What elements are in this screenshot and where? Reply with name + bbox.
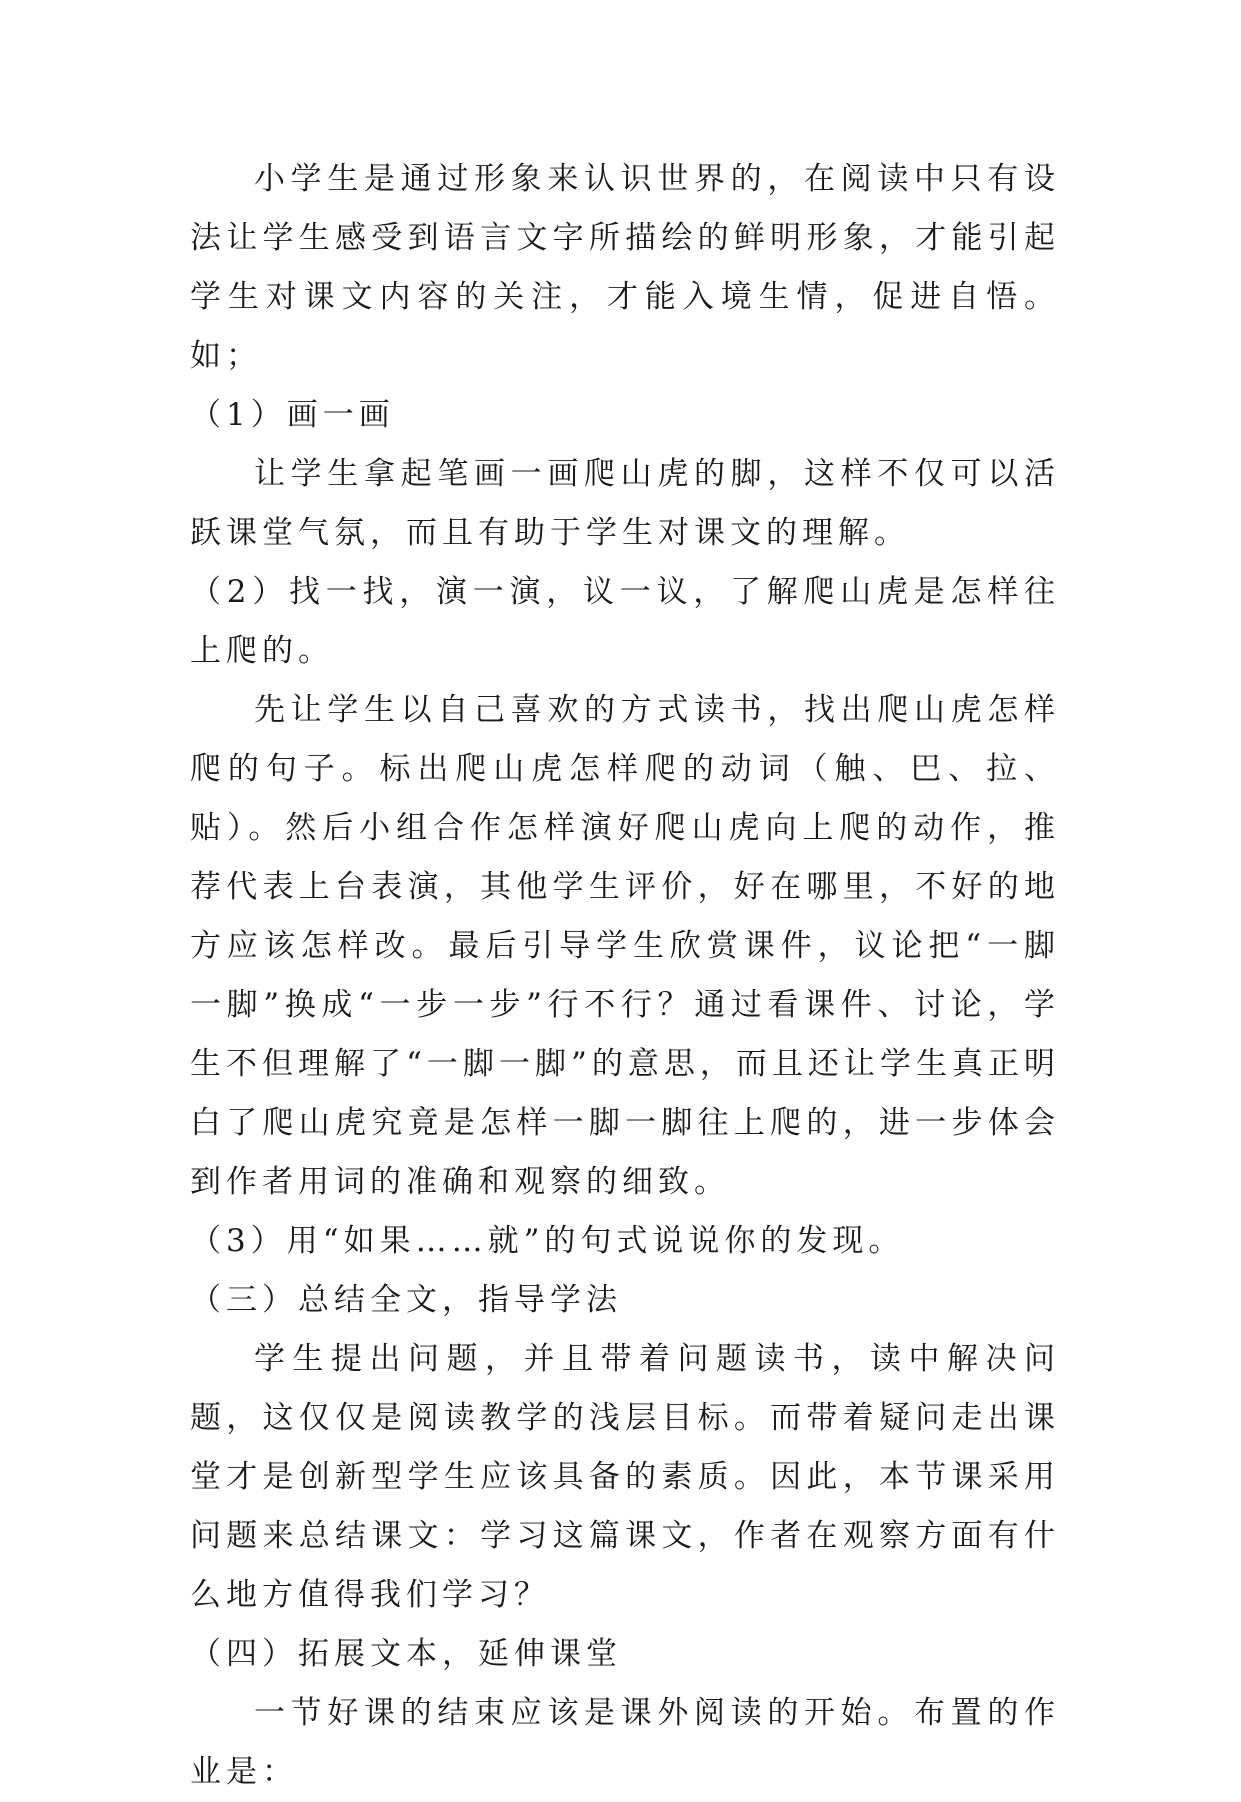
paragraph-draw: 让学生拿起笔画一画爬山虎的脚，这样不仅可以活跃课堂气氛，而且有助于学生对课文的理解。	[190, 456, 1060, 551]
section-heading-summary: （三）总结全文，指导学法	[190, 1282, 622, 1318]
heading-if-then: （3）用“如果……就”的句式说说你的发现。	[190, 1223, 905, 1259]
section-heading-extension: （四）拓展文本，延伸课堂	[190, 1636, 622, 1672]
paragraph-find-act-discuss: 先让学生以自己喜欢的方式读书，找出爬山虎怎样爬的句子。标出爬山虎怎样爬的动词（触、巴、拉、贴）。然后小组合作怎样演好爬山虎向上爬的动作，推荐代表上台表演，其他学生评价，好在哪里，不好的地方应该怎样改。最后引导学生欣赏课件，议论把“一脚一脚”换成“一步一步”行不行？通过看课件、讨论，学生不但理解了“一脚一脚”的意思，而且还让学生真正明白了爬山虎究竟是怎样一脚一脚往上爬的，进一步体会到作者用词的准确和观察的细致。	[190, 692, 1060, 1200]
paragraph-extension: 一节好课的结束应该是课外阅读的开始。布置的作业是：	[190, 1695, 1060, 1790]
heading-find-act-discuss: （2）找一找，演一演，议一议，了解爬山虎是怎样往上爬的。	[190, 574, 1060, 669]
paragraph-summary: 学生提出问题，并且带着问题读书，读中解决问题，这仅仅是阅读教学的浅层目标。而带着疑问走出课堂才是创新型学生应该具备的素质。因此，本节课采用问题来总结课文：学习这篇课文，作者在观察方面有什么地方值得我们学习？	[190, 1341, 1060, 1613]
heading-draw: （1）画一画	[190, 397, 395, 433]
document-body	[190, 150, 1060, 1802]
paragraph-intro: 小学生是通过形象来认识世界的，在阅读中只有设法让学生感受到语言文字所描绘的鲜明形象，才能引起学生对课文内容的关注，才能入境生情，促进自悟。如；	[190, 161, 1060, 374]
